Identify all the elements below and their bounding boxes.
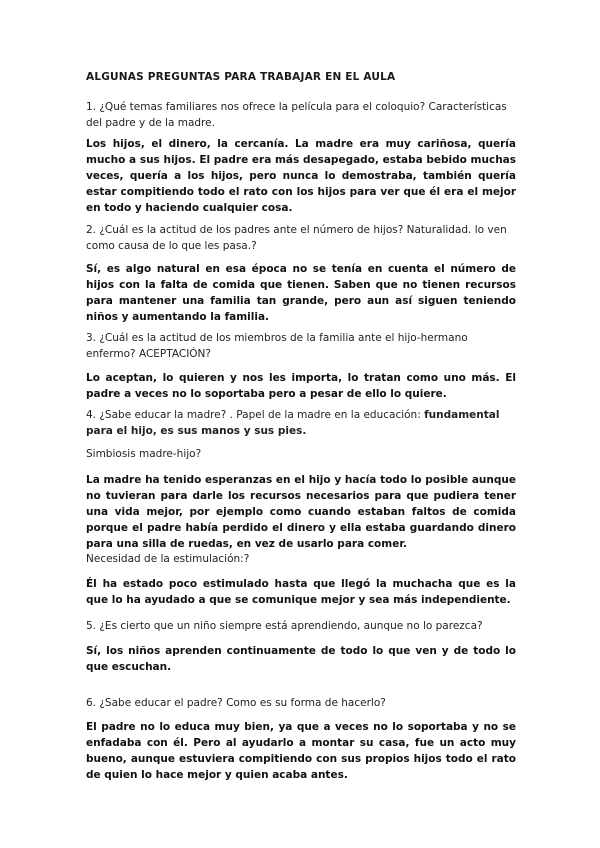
document-title: ALGUNAS PREGUNTAS PARA TRABAJAR EN EL AULA (86, 71, 396, 83)
question-3: 3. ¿Cuál es la actitud de los miembros de la familia ante el hijo-hermano enfermo? ACEPTACIÓN? (86, 332, 468, 360)
question-4-text: 4. ¿Sabe educar la madre? . Papel de la madre en la educación: (86, 409, 425, 421)
question-1: 1. ¿Qué temas familiares nos ofrece la película para el coloquio? Características del padre y de la madre. (86, 101, 507, 129)
question-5: 5. ¿Es cierto que un niño siempre está aprendiendo, aunque no lo parezca? (86, 620, 483, 632)
question-4 (86, 407, 516, 439)
answer-3: Lo aceptan, lo quieren y nos les importa, lo tratan como uno más. El padre a veces no lo soportaba pero a pesar de ello lo quiere. (86, 372, 516, 400)
question-2: 2. ¿Cuál es la actitud de los padres ante el número de hijos? Naturalidad. lo ven como causa de lo que les pasa.? (86, 224, 507, 252)
answer-5: Sí, los niños aprenden continuamente de todo lo que ven y de todo lo que escuchan. (86, 645, 516, 673)
question-6: 6. ¿Sabe educar el padre? Como es su forma de hacerlo? (86, 697, 386, 709)
answer-simbiosis: La madre ha tenido esperanzas en el hijo y hacía todo lo posible aunque no tuvieran para darle los recursos necesarios para que pudiera tener una vida mejor, por ejemplo como cuando estaban faltos de comida porque el padre había perdido el dinero y ella estaba guardando dinero para una silla de ruedas, en vez de usarlo para comer. (86, 474, 516, 550)
answer-estimulacion: Él ha estado poco estimulado hasta que llegó la muchacha que es la que lo ha ayudado a que se comunique mejor y sea más independiente. (86, 578, 516, 606)
question-estimulacion: Necesidad de la estimulación:? (86, 553, 250, 565)
question-4-answer: fundamental para el hijo, es sus manos y sus pies. (86, 409, 500, 437)
question-simbiosis: Simbiosis madre-hijo? (86, 448, 202, 460)
answer-6: El padre no lo educa muy bien, ya que a veces no lo soportaba y no se enfadaba con él. Pero al ayudarlo a montar su casa, fue un acto muy bueno, aunque estuviera compitiendo con sus propios hijos todo el rato de quien lo hace mejor y quien acaba antes. (86, 721, 516, 781)
answer-2: Sí, es algo natural en esa época no se tenía en cuenta el número de hijos con la falta de comida que tienen. Saben que no tienen recursos para mantener una familia tan grande, pero aun así siguen teniendo niños y aumentando la familia. (86, 263, 516, 323)
answer-1: Los hijos, el dinero, la cercanía. La madre era muy cariñosa, quería mucho a sus hijos. El padre era más desapegado, estaba bebido muchas veces, quería a los hijos, pero nunca lo demostraba, también quería estar compitiendo todo el rato con los hijos para ver que él era el mejor en todo y haciendo cualquier cosa. (86, 138, 516, 214)
